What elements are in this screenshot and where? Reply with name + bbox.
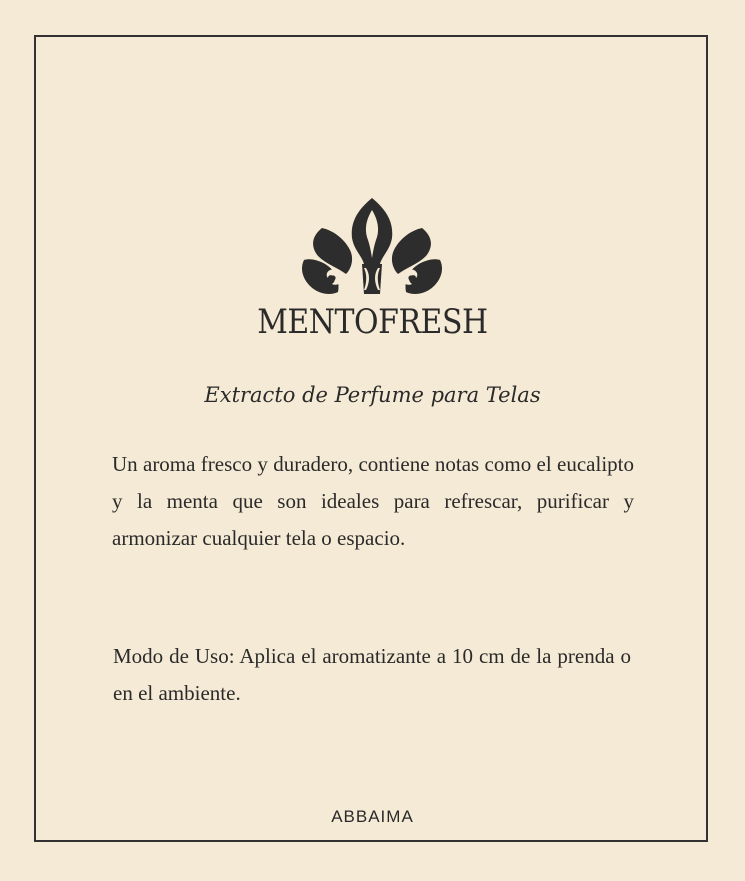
usage-instructions: Modo de Uso: Aplica el aromatizante a 10 cm de la prenda o en el ambiente. xyxy=(113,644,631,705)
product-subtitle: Extracto de Perfume para Telas xyxy=(204,383,541,407)
brand-name: MENTOFRESH xyxy=(257,302,488,342)
label-border xyxy=(34,35,708,842)
product-description: Un aroma fresco y duradero, contiene notas como el eucalipto y la menta que son ideales para refrescar, purificar y armonizar cualquier tela o espacio. xyxy=(112,452,634,550)
lotus-ornament-icon xyxy=(300,198,444,298)
maker-name: ABBAIMA xyxy=(331,807,414,826)
